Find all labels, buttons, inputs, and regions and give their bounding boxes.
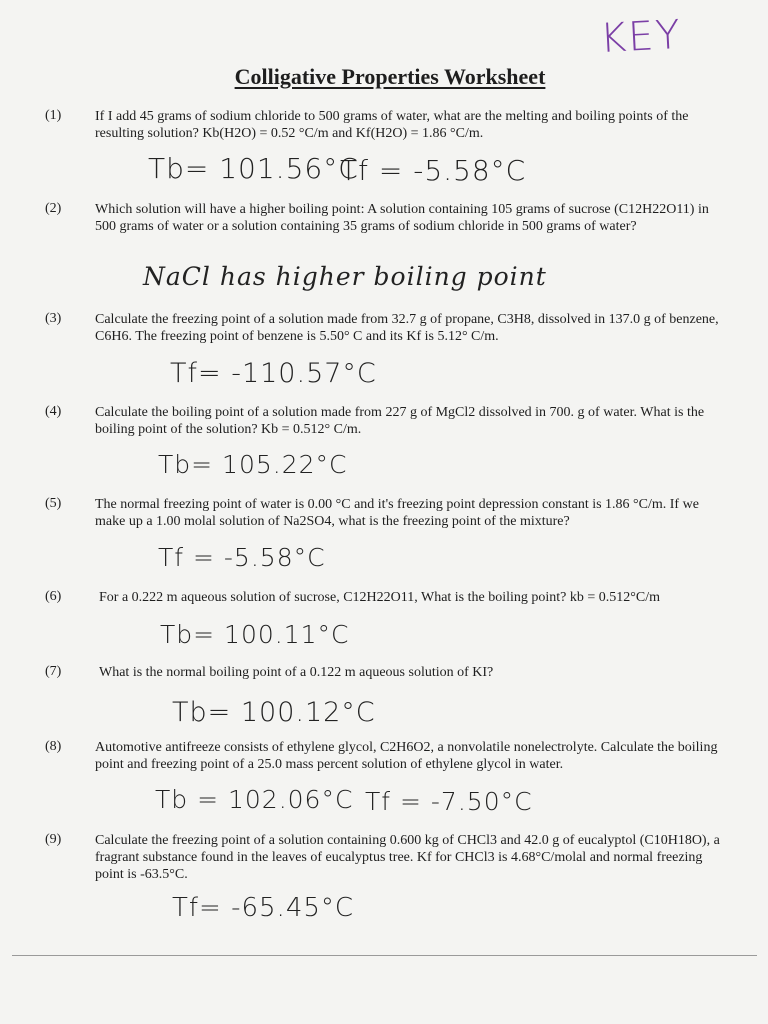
question-text: Automotive antifreeze consists of ethylene glycol, C2H6O2, a nonvolatile nonelectrolyte. Calculate the boiling point and freezing point of a 25.0 mass percent solution of ethylene glycol in water. [95, 740, 718, 772]
answer-freezing-point: Tf= -65.45°C [172, 893, 355, 923]
question-number: (2) [45, 201, 62, 216]
answer-boiling-point: Tb= 100.11°C [160, 620, 350, 649]
question-number: (9) [45, 832, 62, 847]
question-text: Which solution will have a higher boiling point: A solution containing 105 grams of sucrose (C12H22O11) in 500 grams of water or a solution containing 35 grams of sodium chloride in 500 grams of water? [95, 202, 709, 234]
answer-boiling-point: Tb = 102.06°C [155, 785, 354, 814]
answer-comparison: NaCl has higher boiling point [143, 262, 547, 291]
page-title: Colligative Properties Worksheet [234, 64, 546, 89]
question-text: If I add 45 grams of sodium chloride to 500 grams of water, what are the melting and boiling points of the resulting solution? Kb(H2O) = 0.52 °C/m and Kf(H2O) = 1.86 °C/m. [95, 109, 689, 141]
answer-freezing-point: Tf = -7.50°C [365, 787, 533, 816]
answer-freezing-point: Tf = -5.58°C [340, 154, 527, 187]
answer-freezing-point: Tf = -5.58°C [158, 543, 326, 572]
question-number: (1) [45, 108, 62, 123]
question-text: What is the normal boiling point of a 0.122 m aqueous solution of KI? [99, 665, 494, 680]
answer-boiling-point: Tb= 105.22°C [158, 450, 348, 479]
question-text: Calculate the freezing point of a solution containing 0.600 kg of CHCl3 and 42.0 g of eucalyptol (C10H18O), a fragrant substance found in the leaves of eucalyptus tree. Kf for CHCl3 is 4.68°C/molal and normal freezing point is -63.5°C. [95, 833, 720, 882]
question-number: (3) [45, 311, 62, 326]
answer-boiling-point: Tb= 101.56°C [148, 152, 359, 185]
answer-freezing-point: Tf= -110.57°C [170, 358, 377, 389]
question-text: For a 0.222 m aqueous solution of sucrose, C12H22O11, What is the boiling point? kb = 0.512°C/m [99, 590, 661, 605]
key-label: KEY [598, 11, 684, 63]
question-number: (7) [45, 664, 62, 679]
answer-boiling-point: Tb= 100.12°C [172, 697, 376, 728]
question-number: (8) [45, 739, 62, 754]
question-number: (4) [45, 404, 62, 419]
question-number: (5) [45, 496, 62, 511]
question-number: (6) [45, 589, 62, 604]
question-text: Calculate the freezing point of a solution made from 32.7 g of propane, C3H8, dissolved in 137.0 g of benzene, C6H6. The freezing point of benzene is 5.50° C and its Kf is 5.12° C/m. [95, 312, 719, 344]
question-text: The normal freezing point of water is 0.00 °C and it's freezing point depression constant is 1.86 °C/m. If we make up a 1.00 molal solution of Na2SO4, what is the freezing point of the mixture? [95, 497, 699, 529]
question-text: Calculate the boiling point of a solution made from 227 g of MgCl2 dissolved in 700. g of water. What is the boiling point of the solution? Kb = 0.512° C/m. [95, 405, 705, 437]
bottom-rule [12, 955, 757, 956]
